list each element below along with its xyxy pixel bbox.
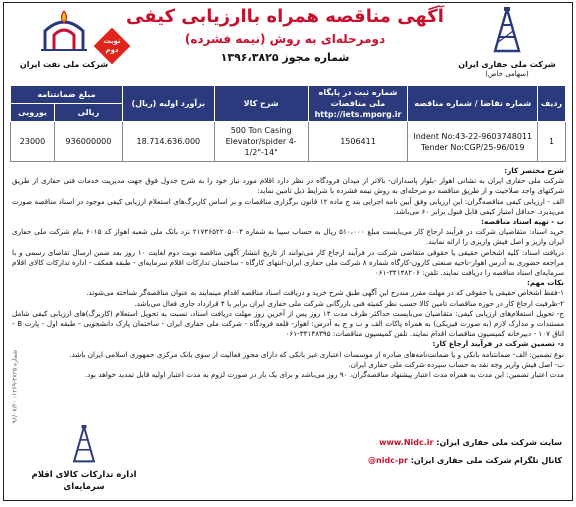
header-row-number: ردیف (538, 86, 566, 122)
body-paragraph: الف - ارزیابی کیفی مناقصه‌گران: این ارزیابی وفق آیین نامه اجرایی بند ج ماده ۱۲ قانون برگزاری مناقصات و بر اساس کاربرگ‌های استعلام ارزیابی کیفی موجود در اسناد مناقصه صورت می‌پذیرد. حداقل امتیاز کیفی قابل قبول برابر ۶۰ می‌باشد. (12, 196, 564, 216)
cell-registration-number: 1506411 (308, 122, 408, 162)
table-row (11, 122, 566, 162)
company-name-right: شرکت ملی حفاری ایران (458, 60, 556, 69)
body-paragraph: ج- تحویل استعلام‌های ارزیابی کیفی: متقاضیان می‌بایست حداکثر ظرف مدت ۱۴ روز پس از آخرین روز مهلت دریافت اسناد، نسبت به تحویل استعلام (کاربرگ)های ارزیابی کیفی شامل مستندات و مدارک لازم (به صورت فیزیکی) به همراه پاکات الف و ب و ج به آدرس: اهواز- قلعه فرودگاه - شرکت ملی حفاری ایران - ساختمان پارک دانشجویی - طبقه اول - پارت B - اتاق ۱۰۷ - دبیرخانه کمیسیون مناقصات اقدام نمایند. تلفن کمیسیون مناقصات: ۳۴۱۴۸۳۹۵-۰۶۱ (12, 308, 564, 339)
cell-guarantee-euro: 23000 (11, 122, 55, 162)
advertisement-page (3, 2, 573, 501)
cell-tender-number: Indent No:43-22-9603748011 Tender No:CGP/25-96/019 (408, 122, 538, 162)
footer (4, 421, 572, 500)
page-title: آگهی مناقصه همراه باارزیابی کیفی (126, 6, 444, 27)
title-block (126, 5, 444, 66)
drilling-rig-icon (69, 425, 99, 463)
company-type-right: (سهامی خاص) (485, 70, 529, 78)
nioc-logo-block (8, 9, 120, 70)
company-name-left: شرکت ملی نفت ایران (19, 60, 109, 69)
footer-site-line (164, 437, 562, 449)
permit-number: شماره مجوز ۱۳۹۶،۳۸۲۵ (220, 51, 350, 64)
body-paragraph: ۱-فقط اشخاص حقیقی یا حقوقی که در مهلت مقرر مندرج این آگهی طبق شرح خرید و دریافت اسناد مناقصه اقدام مینمایند به عنوان مناقصه‌گر شناخته می‌شوند. (86, 288, 564, 298)
telegram-label: کانال تلگرام شرکت ملی حفاری ایران: (410, 456, 562, 465)
body-paragraph: شرکت ملی حفاری ایران به نشانی اهواز -بلوار پاسداران- بالاتر از میدان فرودگاه در نظر دارد اقلام مورد نیاز خود را به شرح جدول فوق جهت مدیریت خدمات فنی حفاری از طریق شرکتهای واجد صلاحیت و از طریق مناقصه دو مرحله‌ای به روش نیمه فشرده با شرایط ذیل تامین نماید: (12, 176, 564, 196)
body-paragraph: شرح مختصر کار: (504, 166, 564, 175)
site-link[interactable]: www.Nidc.ir (379, 438, 434, 447)
cell-initial-estimate: 18.714.636.000 (122, 122, 214, 162)
body-paragraph: خرید اسناد: متقاضیان شرکت در فرآیند ارجاع کار می‌بایست مبلغ ۵۱۰،۰۰۰ ریال به حساب سیبا به شماره ۲۱۷۴۶۵۲۲۰۵۰۰۴ نزد بانک ملی شعبه اهواز کد ۶۰۱۵ بنام شرکت ملی حفاری ایران واریز و اصل فیش واریزی را ارائه نمایند. (12, 227, 564, 247)
cell-row-number: 1 (538, 122, 566, 162)
tender-table (10, 85, 566, 162)
header-guarantee-amount: مبلغ ضمانتنامه (11, 86, 123, 104)
header-rial: ریالی (55, 104, 123, 122)
body-paragraph: نوع تضمین: الف- ضمانتنامه بانکی و یا ضمانت‌نامه‌های صادره از موسسات اعتباری غیر بانکی که دارای مجوز فعالیت از سوی بانک مرکزی جمهوری اسلامی ایران باشد. (69, 349, 564, 359)
cell-item-description: 500 Ton Casing Elevator/spider 4-1/2"-14" (214, 122, 308, 162)
body-paragraph: د- تضمین شرکت در فرآیند ارجاع کار: (432, 339, 564, 349)
page-subtitle: دومرحله‌ای به روش (نیمه فشرده) (184, 32, 386, 46)
site-label: سایت شرکت ملی حفاری ایران: (436, 438, 562, 447)
body-paragraph: ب- اصل فیش واریز وجه نقد به حساب سپرده شرکت ملی حفاری ایران. (348, 359, 564, 369)
header-item-description: شرح کالا (214, 86, 308, 122)
header-euro: یورویی (11, 104, 55, 122)
cell-guarantee-rial: 936000000 (55, 122, 123, 162)
header-registration-number: شماره ثبت در پایگاه ملی مناقصات http://iets.mporg.ir (308, 86, 408, 122)
stage-badge-text: نوبت دوم (103, 37, 121, 54)
footer-logo-block (14, 425, 154, 493)
department-name: اداره تدارکات کالای اقلام سرمایه‌ای (31, 470, 137, 492)
header-tender-number: شماره تقاضا / شماره مناقصه (408, 86, 538, 122)
body-paragraph: ۲-ظرفیت ارجاع کار در حوزه مناقصات تامین کالا حسب نظر کمیته فنی بازرگانی شرکت ملی حفاری ایران برابر با ۴ قرارداد جاری فعال می‌باشد. (134, 298, 564, 308)
body-paragraph: ب - تهیه اسناد مناقصه: (481, 217, 564, 227)
telegram-link[interactable]: @nidc-pr (368, 456, 408, 465)
body-paragraph: نکات مهم: (526, 278, 564, 288)
drilling-rig-icon (489, 7, 525, 53)
serial-number: ۹۶/۰۷/۲۰ -شماره ۳۸۲۵-۱۲۶۹ (11, 349, 19, 424)
header (4, 3, 572, 85)
header-initial-estimate: برآورد اولیه (ریال) (122, 86, 214, 122)
nioc-logo-icon (37, 9, 91, 53)
table-header-row (11, 86, 566, 104)
terms-body (12, 166, 564, 414)
body-paragraph: دریافت اسناد: کلیه اشخاص حقیقی یا حقوقی متقاضی شرکت در فرآیند ارجاع کار می‌توانند از تاریخ انتشار آگهی مناقصه نوبت دوم لغایت ۱۰ روز بعد ضمن ارسال تقاضای رسمی و با مراجعه حضوری به آدرس اهواز-ناحیه صنعتی کارون-کارگاه شماره ۸ شرکت ملی حفاری ایران-انتهای کارگاه - ساختمان تدارکات اقلام سرمایه‌ای - طبقه همکف - اداره تدارکات کالای اقلام سرمایه‌ای اسناد مناقصه را دریافت نمایند. تلفن: ۳۴۱۴۸۲۰۶-۰۶۱ (12, 247, 564, 278)
footer-telegram-line (164, 455, 562, 467)
nidc-logo-block (448, 7, 566, 79)
body-paragraph: مدت اعتبار تضمین: این مدت به همراه مدت اعتبار پیشنهاد مناقصه‌گران، ۹۰ روز می‌باشد و برای یک بار در صورت لزوم به مدت اعتبار اولیه قابل تمدید خواهد بود. (84, 370, 564, 380)
